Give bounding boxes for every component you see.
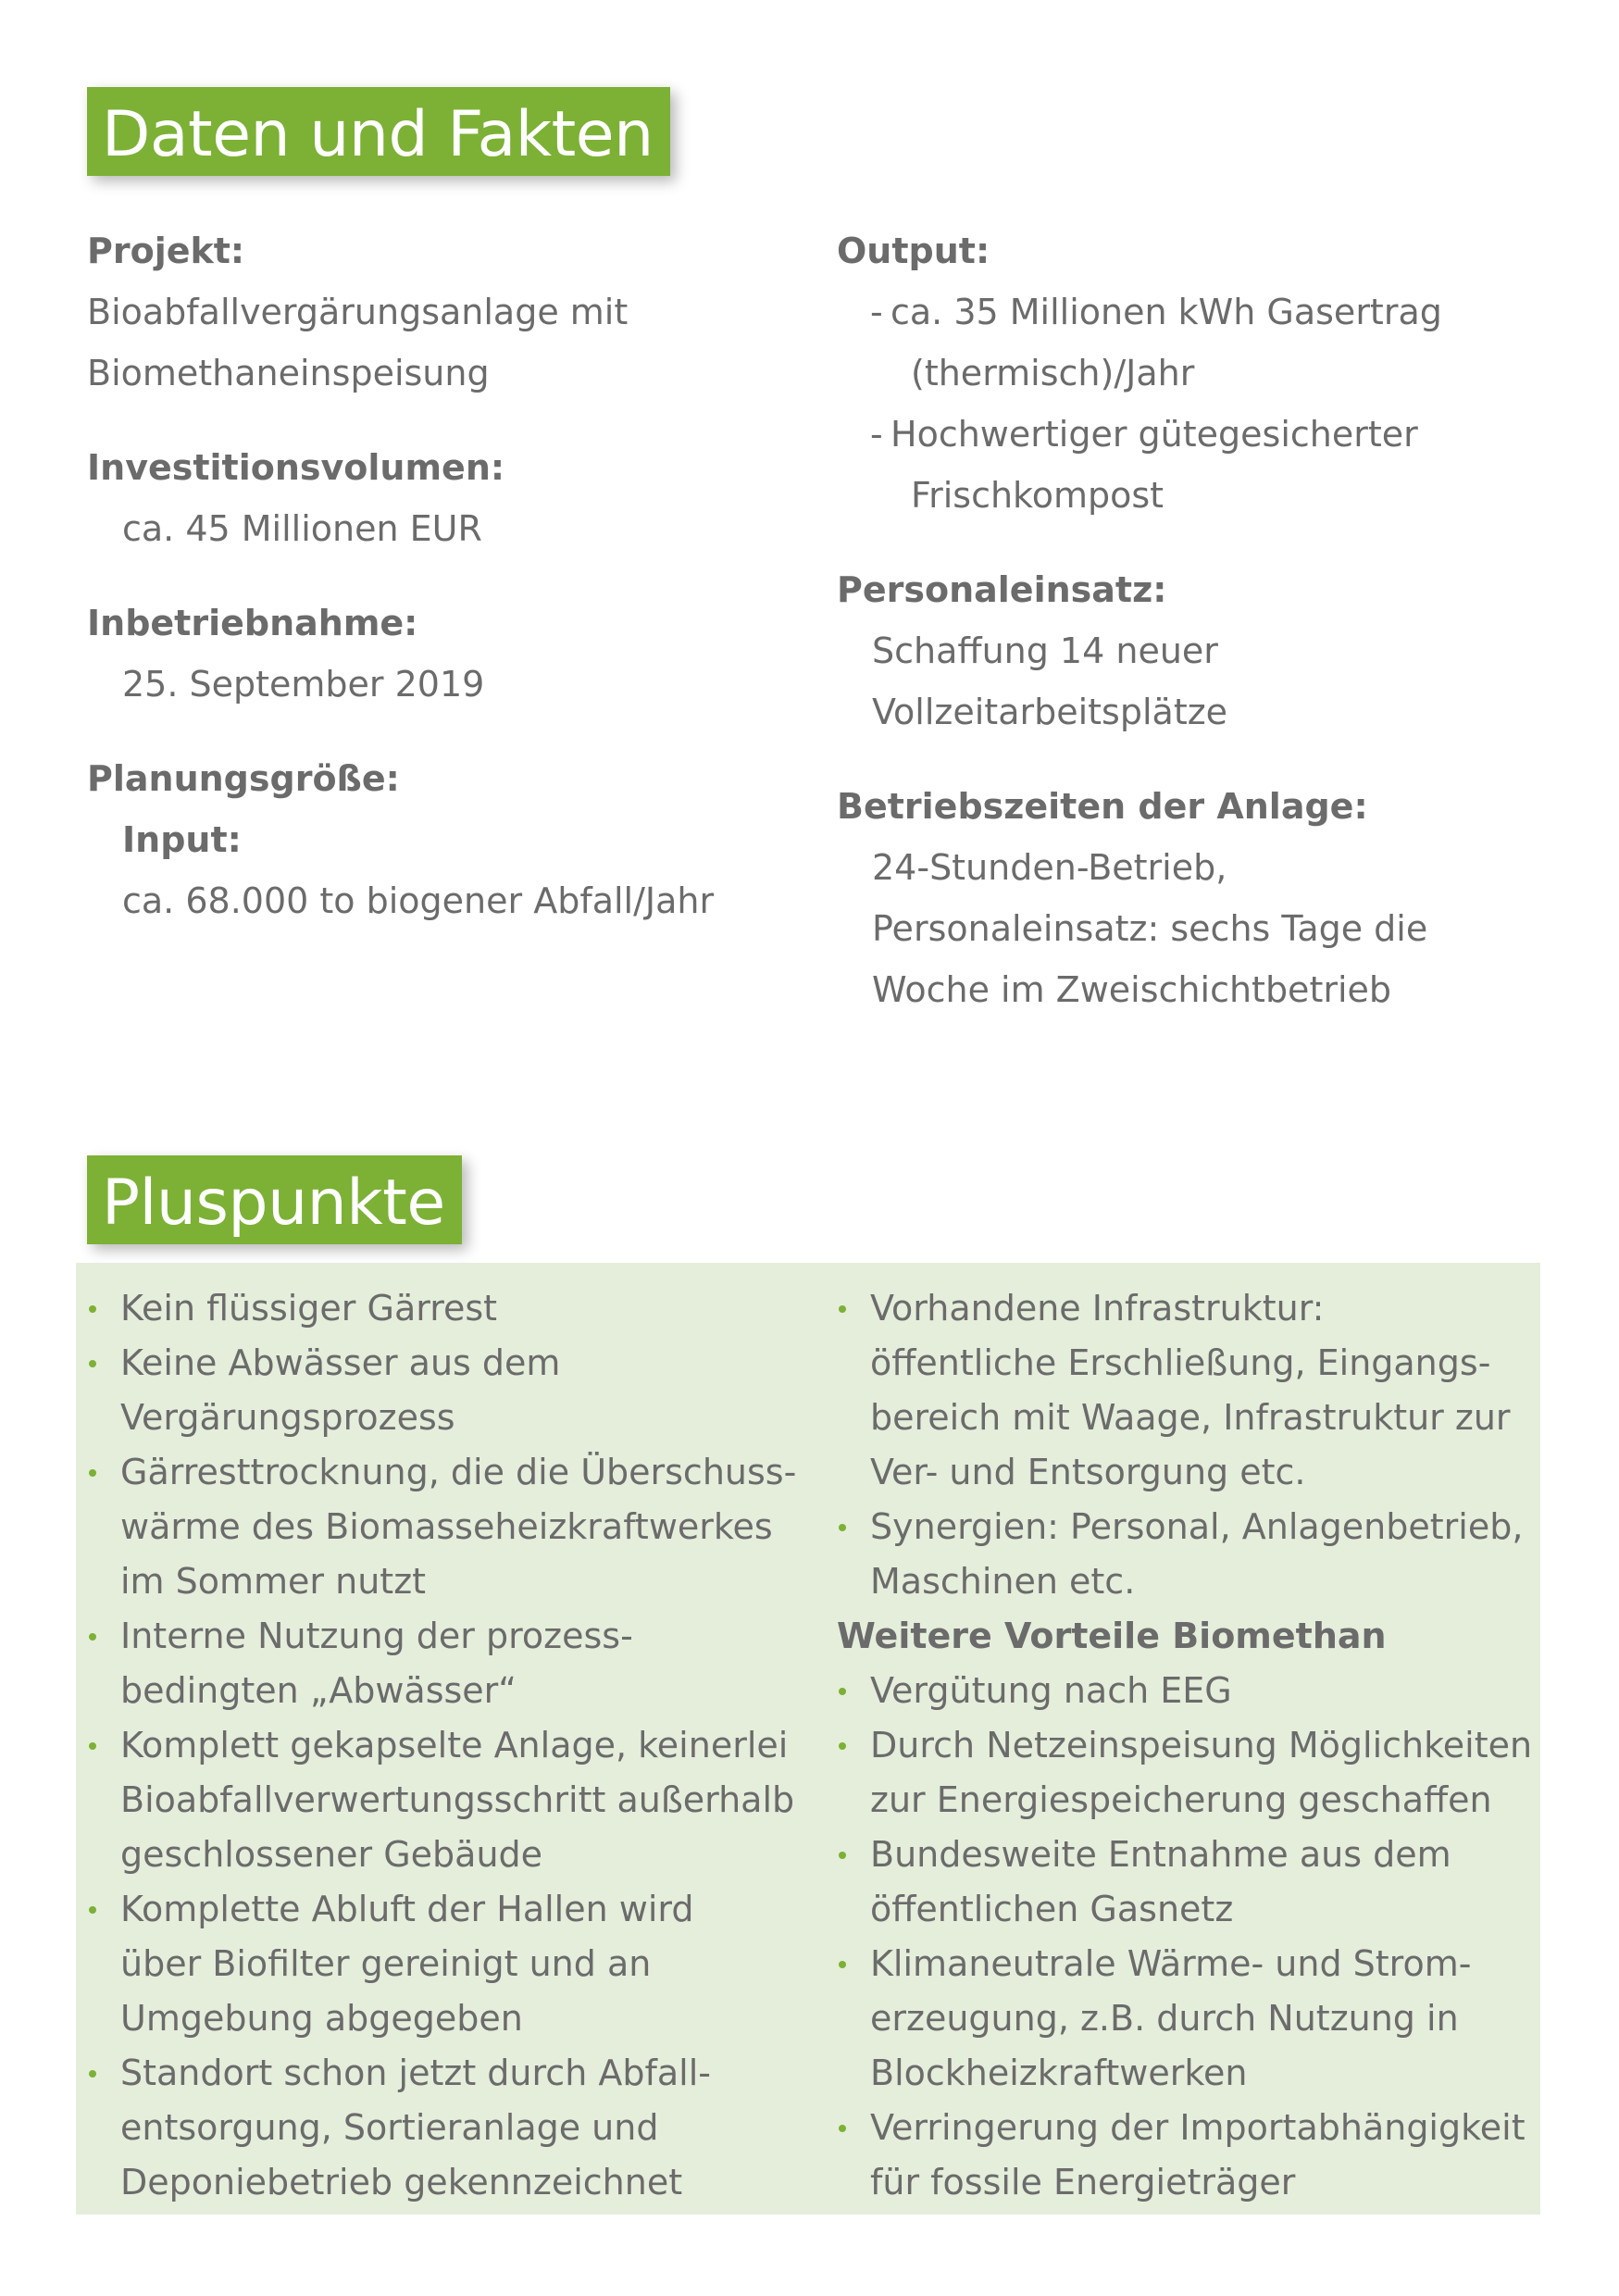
bullet-line: öffentliche Erschließung, Eingangs- bbox=[870, 1342, 1491, 1383]
facts-left-column bbox=[87, 220, 809, 965]
output-line: (thermisch)/Jahr bbox=[911, 353, 1195, 393]
bullet-line: Klimaneutrale Wärme- und Strom- bbox=[870, 1943, 1472, 1984]
output-line: Frischkompost bbox=[911, 475, 1164, 516]
betrieb-line: Woche im Zweischichtbetrieb bbox=[872, 969, 1392, 1010]
bullet-dot-icon bbox=[839, 1742, 846, 1750]
bullet-item bbox=[87, 1445, 828, 1609]
betrieb-line: Personaleinsatz: sechs Tage die bbox=[872, 908, 1428, 949]
investition-group bbox=[87, 437, 809, 559]
bullet-item bbox=[87, 2046, 828, 2210]
bullet-item bbox=[837, 1718, 1540, 1828]
projekt-line: Bioabfallvergärungsanlage mit bbox=[87, 292, 629, 332]
bullet-line: Komplette Abluft der Hallen wird bbox=[120, 1889, 694, 1929]
bullet-line: Verringerung der Importabhängigkeit bbox=[870, 2107, 1526, 2148]
output-line: ca. 35 Millionen kWh Gasertrag bbox=[890, 292, 1442, 332]
personal-label: Personaleinsatz: bbox=[837, 569, 1167, 610]
bullet-line: Maschinen etc. bbox=[870, 1561, 1136, 1602]
bullet-line: Standort schon jetzt durch Abfall- bbox=[120, 2053, 711, 2093]
betrieb-line: 24-Stunden-Betrieb, bbox=[872, 847, 1227, 888]
bullet-dot-icon bbox=[839, 2125, 846, 2132]
bullet-item bbox=[87, 1718, 828, 1882]
bullet-line: über Biofilter gereinigt und an bbox=[120, 1943, 652, 1984]
output-label: Output: bbox=[837, 231, 990, 271]
input-label: Input: bbox=[122, 819, 242, 860]
bullet-item bbox=[87, 1336, 828, 1445]
investition-value: ca. 45 Millionen EUR bbox=[122, 508, 482, 549]
bullet-item bbox=[837, 1281, 1540, 1500]
dash-marker: - bbox=[870, 414, 883, 455]
bullet-line: Bioabfallverwertungsschritt außerhalb bbox=[120, 1779, 795, 1820]
bullet-line: Umgebung abgegeben bbox=[120, 1998, 523, 2039]
planung-label: Planungsgröße: bbox=[87, 758, 400, 799]
pluspunkte-left-list bbox=[87, 1281, 828, 2210]
bullet-dot-icon bbox=[839, 1688, 846, 1695]
bullet-dot-icon bbox=[839, 1524, 846, 1531]
bullet-line: entsorgung, Sortieranlage und bbox=[120, 2107, 659, 2148]
bullet-line: geschlossener Gebäude bbox=[120, 1834, 543, 1875]
pluspunkte-right-list bbox=[837, 1281, 1540, 2210]
personal-line: Schaffung 14 neuer bbox=[872, 630, 1218, 671]
facts-right-column bbox=[837, 220, 1540, 1054]
planung-value: ca. 68.000 to biogener Abfall/Jahr bbox=[122, 880, 715, 921]
bullet-dot-icon bbox=[839, 1305, 846, 1313]
bullet-dot-icon bbox=[89, 1906, 96, 1914]
section-title-pluspunkte: Pluspunkte bbox=[87, 1155, 462, 1244]
personal-group bbox=[837, 559, 1540, 742]
inbetrieb-value: 25. September 2019 bbox=[122, 664, 485, 705]
bullet-line: Kein flüssiger Gärrest bbox=[120, 1288, 498, 1329]
bullet-dot-icon bbox=[89, 1360, 96, 1367]
bullet-dot-icon bbox=[839, 1852, 846, 1859]
bullet-line: Synergien: Personal, Anlagenbetrieb, bbox=[870, 1506, 1524, 1547]
dash-marker: - bbox=[870, 292, 883, 332]
bullet-line: Vergärungsprozess bbox=[120, 1397, 455, 1438]
bullet-line: öffentlichen Gasnetz bbox=[870, 1889, 1234, 1929]
bullet-line: Bundesweite Entnahme aus dem bbox=[870, 1834, 1451, 1875]
bullet-line: Deponiebetrieb gekennzeichnet bbox=[120, 2162, 683, 2202]
bullet-item bbox=[837, 1937, 1540, 2101]
infrastructure-list bbox=[837, 1281, 1540, 1609]
bullet-line: Komplett gekapselte Anlage, keinerlei bbox=[120, 1725, 789, 1766]
bullet-line: bedingten „Abwässer“ bbox=[120, 1670, 517, 1711]
bullet-line: Keine Abwässer aus dem bbox=[120, 1342, 561, 1383]
biomethan-list bbox=[837, 1664, 1540, 2210]
projekt-label: Projekt: bbox=[87, 231, 245, 271]
bullet-item bbox=[837, 2101, 1540, 2210]
biomethan-subheading: Weitere Vorteile Biomethan bbox=[837, 1616, 1387, 1656]
bullet-line: Durch Netzeinspeisung Möglichkeiten bbox=[870, 1725, 1533, 1766]
investition-label: Investitionsvolumen: bbox=[87, 447, 505, 488]
bullet-line: bereich mit Waage, Infrastruktur zur bbox=[870, 1397, 1511, 1438]
bullet-dot-icon bbox=[839, 1961, 846, 1968]
bullet-line: Gärresttrocknung, die die Überschuss- bbox=[120, 1452, 797, 1492]
bullet-dot-icon bbox=[89, 1305, 96, 1313]
inbetrieb-label: Inbetriebnahme: bbox=[87, 603, 418, 643]
section-title-daten: Daten und Fakten bbox=[87, 87, 670, 176]
bullet-item bbox=[87, 1281, 828, 1336]
output-line: Hochwertiger gütegesicherter bbox=[890, 414, 1418, 455]
bullet-line: im Sommer nutzt bbox=[120, 1561, 427, 1602]
bullet-line: Vergütung nach EEG bbox=[870, 1670, 1232, 1711]
personal-line: Vollzeitarbeitsplätze bbox=[872, 692, 1228, 732]
inbetrieb-group bbox=[87, 593, 809, 715]
bullet-item bbox=[87, 1609, 828, 1718]
bullet-line: Vorhandene Infrastruktur: bbox=[870, 1288, 1325, 1329]
bullet-dot-icon bbox=[89, 1633, 96, 1641]
bullet-dot-icon bbox=[89, 2070, 96, 2078]
bullet-item bbox=[837, 1664, 1540, 1718]
bullet-line: Ver- und Entsorgung etc. bbox=[870, 1452, 1306, 1492]
betrieb-label: Betriebszeiten der Anlage: bbox=[837, 786, 1368, 827]
output-item bbox=[837, 281, 1540, 404]
bullet-line: zur Energiespeicherung geschaffen bbox=[870, 1779, 1492, 1820]
output-item bbox=[837, 404, 1540, 526]
bullet-line: wärme des Biomasseheizkraftwerkes bbox=[120, 1506, 773, 1547]
bullet-line: Interne Nutzung der prozess- bbox=[120, 1616, 633, 1656]
planung-group bbox=[87, 748, 809, 931]
bullet-dot-icon bbox=[89, 1742, 96, 1750]
bullet-dot-icon bbox=[89, 1469, 96, 1477]
bullet-item bbox=[87, 1882, 828, 2046]
bullet-line: für fossile Energieträger bbox=[870, 2162, 1296, 2202]
projekt-group bbox=[87, 220, 809, 404]
bullet-line: erzeugung, z.B. durch Nutzung in bbox=[870, 1998, 1459, 2039]
betrieb-group bbox=[837, 776, 1540, 1020]
projekt-line: Biomethaneinspeisung bbox=[87, 353, 490, 393]
output-group bbox=[837, 220, 1540, 526]
pluspunkte-panel bbox=[76, 1263, 1540, 2215]
bullet-item bbox=[837, 1500, 1540, 1609]
bullet-item bbox=[837, 1828, 1540, 1937]
bullet-line: Blockheizkraftwerken bbox=[870, 2053, 1248, 2093]
